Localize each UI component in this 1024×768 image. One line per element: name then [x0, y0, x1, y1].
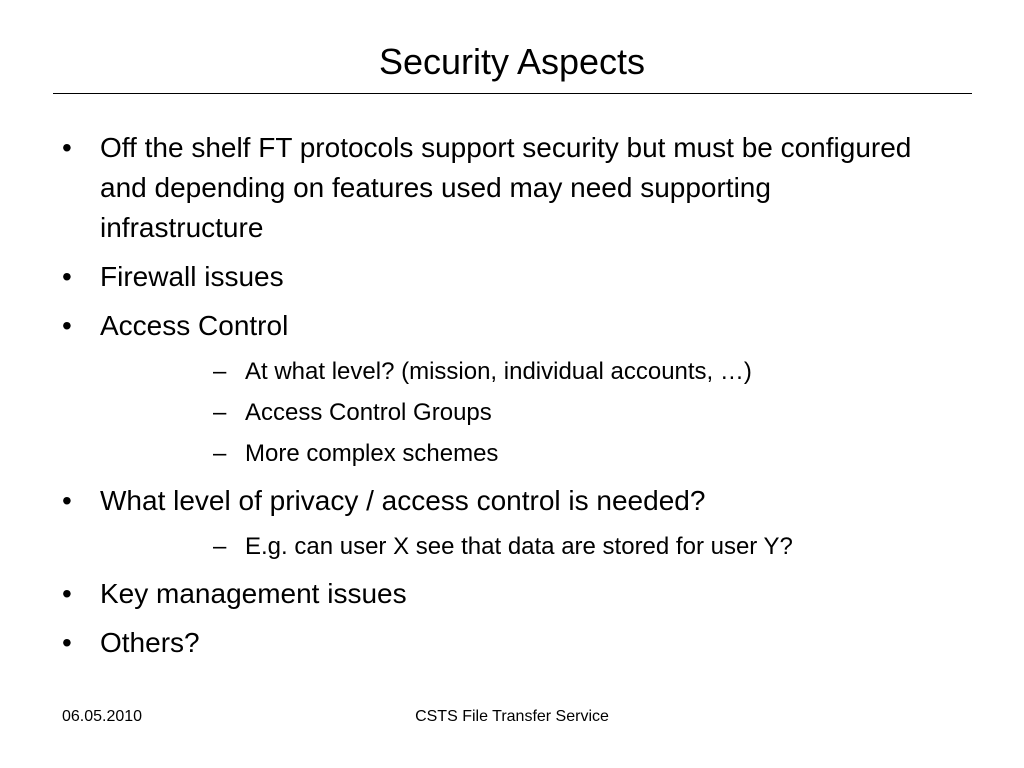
- footer-title: CSTS File Transfer Service: [415, 708, 609, 725]
- sub-bullet-marker: –: [213, 440, 227, 467]
- bullet-text: Access Control: [100, 310, 289, 341]
- sub-bullet-marker: –: [213, 358, 227, 385]
- bullet-marker: •: [62, 310, 72, 341]
- bullet-marker: •: [62, 578, 72, 609]
- sub-bullet-item: [100, 532, 934, 562]
- bullet-text: Others?: [100, 627, 200, 658]
- bullet-item: [0, 128, 1024, 248]
- bullet-text: Off the shelf FT protocols support security but must be configured and depending on features used may need supporting infrastructure: [100, 132, 912, 243]
- title-divider: [53, 93, 972, 94]
- sub-bullet-text: Access Control Groups: [245, 399, 492, 426]
- bullet-item: [0, 257, 1024, 297]
- sub-bullet-marker: –: [213, 399, 227, 426]
- bullet-marker: •: [62, 485, 72, 516]
- bullet-item: [0, 481, 1024, 562]
- slide-title: Security Aspects: [378, 41, 646, 82]
- bullet-marker: •: [62, 132, 72, 163]
- sub-bullet-item: [100, 357, 934, 387]
- sub-bullet-text: More complex schemes: [245, 440, 499, 467]
- bullet-marker: •: [62, 627, 72, 658]
- bullet-marker: •: [62, 261, 72, 292]
- sub-bullet-list: [100, 532, 934, 562]
- bullet-item: [0, 623, 1024, 663]
- bullet-item: [0, 306, 1024, 469]
- bullet-list: [0, 128, 1024, 672]
- bullet-item: [0, 574, 1024, 614]
- bullet-text: Firewall issues: [100, 261, 284, 292]
- bullet-text: Key management issues: [100, 578, 407, 609]
- sub-bullet-item: [100, 398, 934, 428]
- sub-bullet-list: [100, 357, 934, 469]
- footer-date: 06.05.2010: [62, 708, 143, 725]
- sub-bullet-text: E.g. can user X see that data are stored for user Y?: [245, 533, 793, 560]
- bullet-text: What level of privacy / access control is needed?: [100, 485, 706, 516]
- sub-bullet-item: [100, 439, 934, 469]
- sub-bullet-marker: –: [213, 533, 227, 560]
- sub-bullet-text: At what level? (mission, individual accounts, …): [245, 358, 752, 385]
